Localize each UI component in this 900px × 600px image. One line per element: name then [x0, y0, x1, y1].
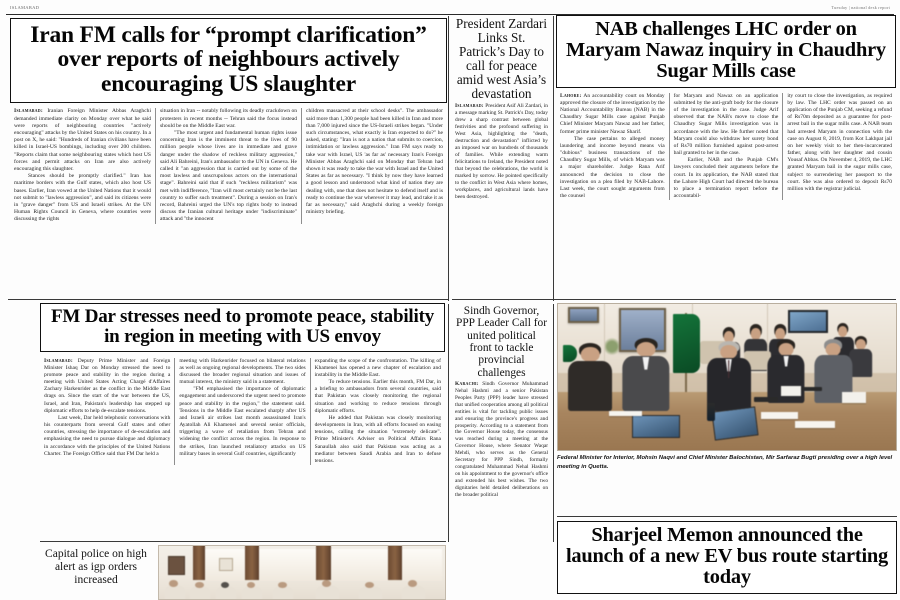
nab-col1-p2: The case pertains to alleged money laundering and income beyond means via "dubious" business transactions of the Chaudhry Sugar Mills, of which Maryam was a major shareholder. Judge Rana Arif announced the decision to close the investigation on a plea filed by NAB-Lahore. Last week, the court sought arguments from the counsel — [560, 135, 665, 200]
masthead-strip — [4, 0, 896, 14]
nab-headline-box — [556, 15, 896, 88]
divider-zardari-nab — [553, 16, 554, 301]
dar-column-1 — [40, 358, 174, 466]
iran-fm-col3-p1: children massacred at their school desks". The ambassador said more than 1,300 people had been killed in Iran and more than 7,000 injured since the US-Israeli strikes began. "Under such circumstances, what exactly is Iran expected to do?" he asked, stating: "Iran is not a nation that submits to coercion, intimidation or lawless aggression." Iran FM says ready to take war with Israel, US 'as far as' necessary Iran's Foreign Minister Abbas Araghchi said on Monday that Tehran had shown it was ready to take the war with Israel and the United States as far as necessary. "I think by now they have learned a good lesson and understood what kind of nation they are dealing with, one that does not hesitate to defend itself and is ready to continue the war wherever it may lead, and take it as far as necessary," said Araghchi during a weekly foreign ministry briefing. — [306, 108, 443, 216]
nab-col2-p2: Earlier, NAB and the Punjab CM's lawyers concluded their arguments before the court. In its application, the NAB stated that the Lahore High Court had directed the bureau to place a termination report before the accountabil- — [673, 157, 779, 200]
sindh-headline: Sindh Governor, PPP Leader Call for united political front to tackle provincial challenges — [455, 305, 547, 379]
dar-col2-p2: "FM emphasised the importance of diplomatic engagement and underscored the urgent need to promote peace and stability in the region," the statement said. Tensions in the Middle East escalated sharply after US and Israeli air strikes last month assassinated Iran's Ayatollah Ali Khamenei and several senior officials, triggering a wave of retaliation from Tehran and widening the conflict across the region. In response to the strikes, Iran launched retaliatory attacks on US military bases in several Gulf countries, significantly — [179, 386, 306, 457]
divider-sindh-photo — [553, 304, 554, 542]
divider-lead-zardari — [448, 16, 449, 301]
memon-headline: Sharjeel Memon announced the launch of a new EV bus route starting today — [565, 524, 889, 589]
iran-fm-col2-p1: situation in Iran -- notably following its deadly crackdown on protesters in recent months -- Tehran said the focus instead should be on the Middle East war. — [160, 108, 297, 129]
nab-column-2 — [669, 93, 783, 201]
nab-columns — [556, 93, 896, 201]
zardari-body-text: President Asif Ali Zardari, in a message marking St. Patrick's Day, today drew a sharp contrast between global festivities and the profound suffering in West Asia, highlighting the "death, destruction and devastation" inflicted by an imposed war on hundreds of thousands of families. While extending warm felicitations to Ireland, the President noted that beyond the celebrations, the world is marked by sorrow. He pointed specifically to the conflict in West Asia where homes, workplaces, and agricultural lands have been destroyed. — [455, 102, 548, 201]
article-sindh-governor — [452, 305, 551, 499]
rule-lead-bottom — [8, 299, 448, 300]
sindh-body-text: Sindh Governor Muhammad Nehal Hashmi and a senior Pakistan Peoples Party (PPP) leader have stressed that unified cooperation among all political entities is vital for tackling public issues and ensuring the province's progress and prosperity. According to a statement from the Governor House today, the consensus was reached during a meeting at the Governor House, where Senator Waqar Mehdi, who serves as the General Secretary for PPP Sindh, formally congratulated Muhammad Nehal Hashmi on his appointment to the governor's office and extended his best wishes. The two dignitaries held detailed deliberations on the broader political — [455, 380, 548, 498]
photo-quetta-meeting — [557, 303, 897, 451]
photo-governor-house — [158, 545, 446, 600]
dar-col1-p1: Deputy Prime Minister and Foreign Minister Ishaq Dar on Monday stressed the need to promote peace and stability in the region during a meeting with United States Acting Chargé d'Affaires Zachary Harkenrider as the conflict in the Middle East drags on. Since the start of the war between the US, Israel, and Iran, Pakistan's leadership has stepped up diplomatic efforts to help de-escalate tensions. — [44, 357, 171, 414]
article-iran-fm — [10, 18, 447, 224]
dar-column-2 — [174, 358, 309, 466]
nab-headline: NAB challenges LHC order on Maryam Nawaz inquiry in Chaudhry Sugar Mills case — [566, 18, 886, 83]
rule-right-bottom — [452, 299, 896, 300]
iran-fm-headline-box — [10, 18, 447, 103]
sindh-dateline: Karachi: — [455, 380, 479, 387]
masthead-right: Tuesday | national desk report — [831, 4, 890, 10]
memon-headline-box — [557, 521, 897, 594]
nab-column-3 — [782, 93, 896, 201]
article-zardari — [452, 17, 551, 201]
article-sharjeel-memon — [557, 521, 897, 594]
masthead-left: ISLAMABAD — [10, 4, 40, 10]
dar-columns — [40, 358, 445, 466]
iran-fm-col1-p2: Stances should be promptly clarified." Iran has maritime borders with the Gulf states, which also host US bases. Earlier, Iran vowed at the United Nations that it would not submit to "lawless aggression", and said its citizens were in "grave danger" from US and Israeli strikes. At the UN Human Rights Council in Geneva, where countries were discussing the rights — [14, 173, 151, 223]
dar-dateline: Islamabad: — [44, 357, 73, 364]
article-capital-police — [42, 548, 150, 587]
capital-headline: Capital police on high alert as igp orders increased — [45, 548, 147, 587]
nab-dateline: Lahore: — [560, 92, 582, 99]
iran-fm-columns — [10, 108, 447, 223]
iran-fm-headline: Iran FM calls for “prompt clarification” over reports of neighbours actively encouraging US slaughter — [30, 22, 427, 97]
iran-fm-column-2 — [155, 108, 301, 223]
nab-col1-p1: An accountability court on Monday approved the closure of the investigation by the National Accountability Bureau (NAB) in the Chaudhry Sugar Mills case against Punjab Chief Minister Maryam Nawaz and her father, former prime minister Nawaz Sharif. — [560, 92, 665, 135]
divider-dar-sindh — [448, 304, 449, 542]
dar-headline-box — [40, 303, 445, 352]
dar-headline: FM Dar stresses need to promote peace, stability in region in meeting with US envoy — [51, 306, 434, 347]
nab-col3-p1: ity court to close the investigation, as required by law. The LHC order was passed on an application of the Punjab CM, seeking a refund of Rs70m deposited as a guarantee for post-arrest bail in the sugar mills case. A NAB team had arrested Maryam in connection with the case on August 8, 2019, from Kot Lakhpat jail on her weekly visit to her then-incarcerated father, along with her daughter and cousin Yousaf Abbas. On November 4, 2019, the LHC granted Maryam bail in the sugar mills case, subject to surrendering her passport to the court. She was also ordered to deposit Rs70 million with the registrar judicial. — [787, 92, 893, 192]
dar-col2-p1: meeting with Harkenrider focused on bilateral relations as well as ongoing regional developments. The two sides discussed the broader regional situation and issues of mutual interest, the ministry said in a statement. — [179, 357, 306, 386]
dar-col3-p1: expanding the scope of the confrontation. The killing of Khamenei has opened a new chapter of escalation and instability in the Middle East. — [314, 357, 441, 378]
iran-fm-column-3 — [301, 108, 447, 223]
iran-fm-col2-p2: "The most urgent and fundamental human rights issue concerning Iran is the imminent threat to the lives of 90 million people whose lives are in immediate and grave danger under the shadow of reckless military aggression," said Ali Bahreini, Iran's ambassador to the UN in Geneva. He called it "an aggression that is carried out by some of the most lawless and unscrupulous actors on the international stage". Bahreini said that if such "reckless militarism" was met with indifference, "Iran will most certainly not be the last country to suffer such treatment". During a session on Iran's record, Bahreini urged the UN's top rights body to instead discuss the Iranian cultural heritage under "indiscriminate" attack and "the innocent — [160, 129, 297, 223]
nab-column-1 — [556, 93, 669, 201]
zardari-body — [455, 103, 548, 201]
dar-col3-p2: To reduce tensions. Earlier this month, FM Dar, in a briefing to ambassadors from several countries, said that Pakistan was closely monitoring the regional situation and working to reduce tensions through diplomatic efforts. — [314, 379, 441, 414]
rule-capital-top — [40, 541, 446, 542]
zardari-headline: President Zardari Links St. Patrick’s Day to call for peace amid west Asia’s devastation — [455, 16, 548, 101]
photo-caption: Federal Minister for Interior, Mohsin Naqvi and Chief Minister Balochistan, Mir Sarfaraz Bugti presiding over a high level meeting in Quetta. — [557, 455, 893, 470]
dar-column-3 — [310, 358, 445, 466]
iran-fm-dateline: Islamabad: — [14, 108, 43, 115]
article-nab — [556, 15, 896, 200]
rule-memon-top — [557, 516, 897, 517]
photo-block-quetta-meeting — [557, 303, 897, 472]
zardari-dateline: Islamabad: — [455, 102, 484, 109]
dar-col1-p2: Last week, Dar held telephonic conversations with his counterparts from several Gulf states and other countries, stressing the importance of de-escalation and emphasising the need to pursue dialogue and diplomacy in accordance with the principles of the United Nations Charter. The Foreign Office said that FM Dar held a — [44, 414, 171, 457]
nab-col2-p1: for Maryam and Nawaz on an application submitted by the anti-graft body for the closure of the investigation in the case. Judge Arif observed that the NAB's move to close the Chaudhry Sugar Mills investigation was in accordance with the law. He further noted that Maryam could also withdraw her surety bond of Rs70 million furnished against post-arrest bail granted to her in the case. — [673, 92, 779, 157]
article-fm-dar — [40, 303, 445, 465]
iran-fm-col1-p1: Iranian Foreign Minister Abbas Araghchi demanded immediate clarity on Monday over what he said were reports of neighbouring countries "actively encouraging" attacks by the United States on his country. In a post on X, he said: "Hundreds of Iranian civilians have been killed in Israel-US bombings, including over 200 children. "Reports claim that some neighbouring states which host US forces and permit attacks on Iran are also actively encouraging this slaughter. — [14, 108, 151, 172]
dar-col3-p3: He added that Pakistan was closely monitoring developments in Iran, with all efforts focused on easing tensions, calling the situation "extremely delicate". Prime Minister's Adviser on Political Affairs Rana Sanaullah also said that Pakistan was acting as a mediator between Saudi Arabia and Iran to defuse tensions. — [314, 414, 441, 464]
iran-fm-column-1 — [10, 108, 155, 223]
sindh-body — [455, 381, 548, 499]
